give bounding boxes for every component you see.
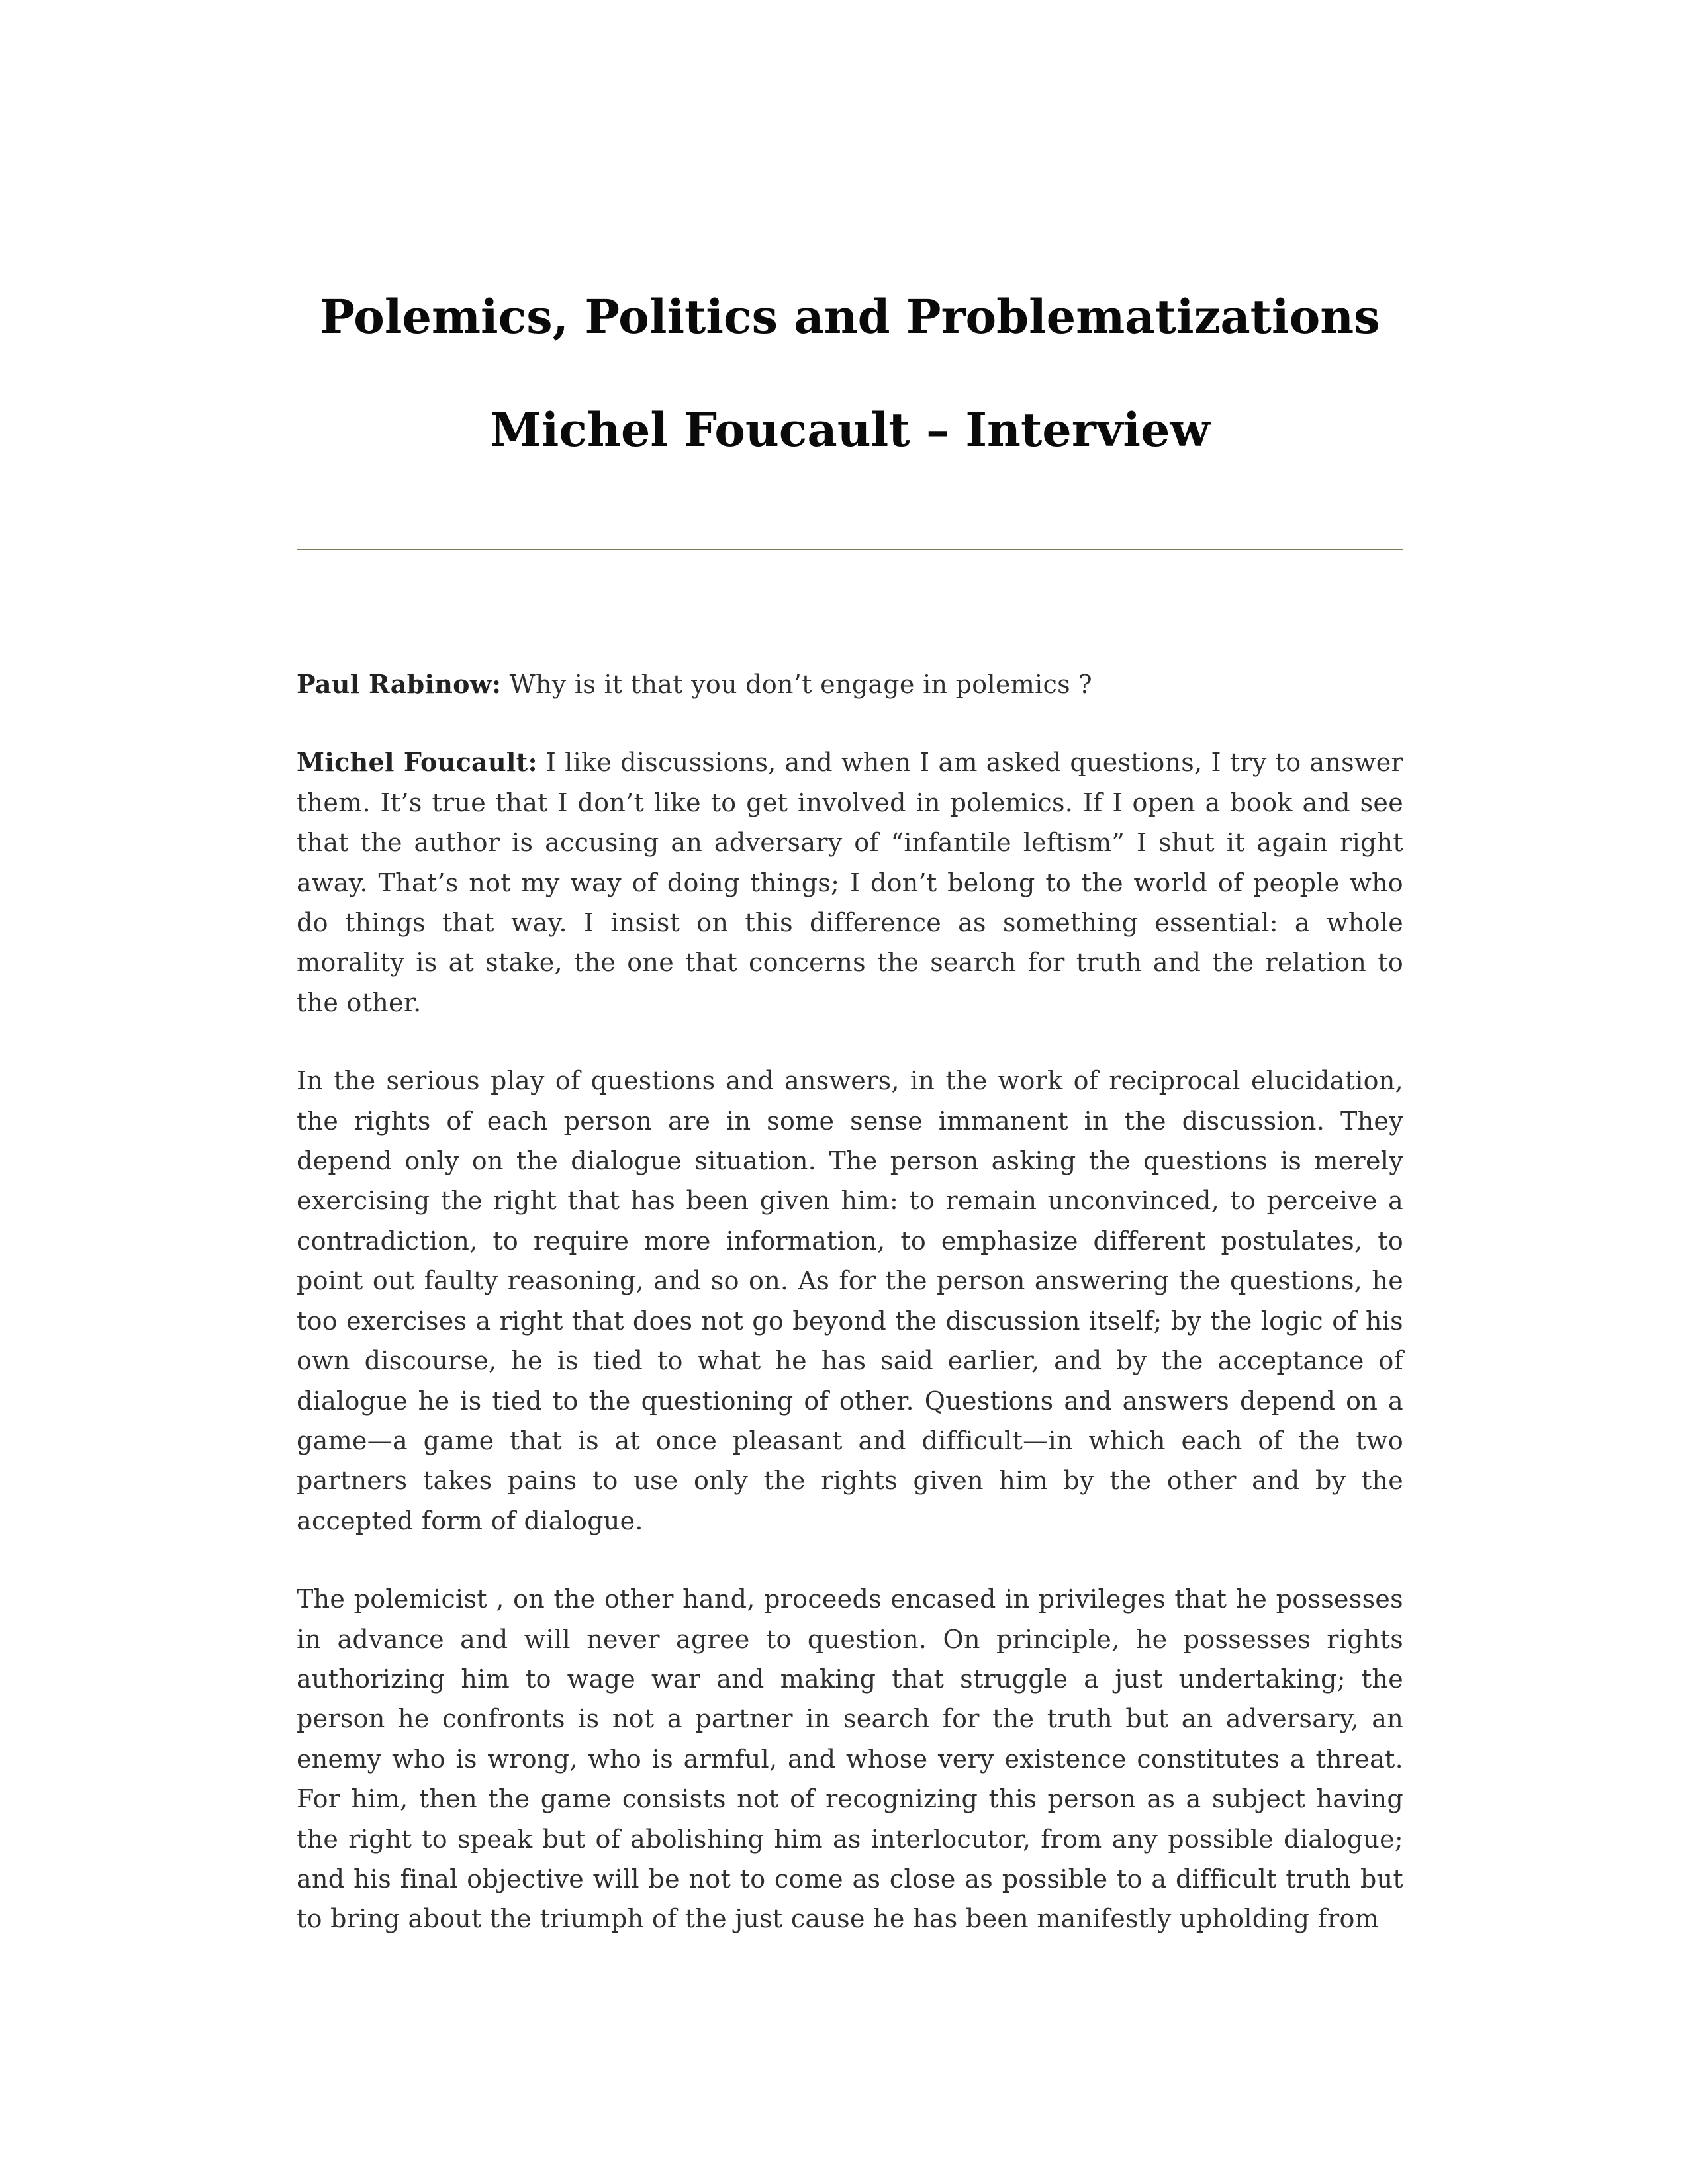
paragraph-text: I like discussions, and when I am asked questions, I try to answer them. It’s true that I don’t like to get involved in polemics. If I open a book and see that the author is accusing an adversary of “infantile leftism” I shut it again right away. That’s not my way of doing things; I don’t belong to the world of people who do things that way. I insist on this difference as something essential: a whole morality is at stake, the one that concerns the search for truth and the relation to the other. <box>297 748 1403 1017</box>
title-block <box>297 281 1403 466</box>
dialogue-paragraph <box>297 664 1403 704</box>
paragraph-text: Why is it that you don’t engage in polemics ? <box>509 670 1092 699</box>
document-title: Polemics, Politics and Problematizations <box>320 289 1380 344</box>
paragraph-text: In the serious play of questions and answers, in the work of reciprocal elucidation, the rights of each person are in some sense immanent in the discussion. They depend only on the dialogue situation. The person asking the questions is merely exercising the right that has been given him: to remain unconvinced, to perceive a contradiction, to require more information, to emphasize different postulates, to point out faulty reasoning, and so on. As for the person answering the questions, he too exercises a right that does not go beyond the discussion itself; by the logic of his own discourse, he is tied to what he has said earlier, and by the acceptance of dialogue he is tied to the questioning of other. Questions and answers depend on a game—a game that is at once pleasant and difficult—in which each of the two partners takes pains to use only the rights given him by the other and by the accepted form of dialogue. <box>297 1066 1403 1535</box>
dialogue-paragraph <box>297 1061 1403 1541</box>
title-divider <box>297 549 1403 550</box>
dialogue-paragraph <box>297 743 1403 1023</box>
interview-body <box>297 664 1403 1978</box>
paragraph-text: The polemicist , on the other hand, proceeds encased in privileges that he possesses in advance and will never agree to question. On principle, he possesses rights authorizing him to wage war and making that struggle a just undertaking; the person he confronts is not a partner in search for the truth but an adversary, an enemy who is wrong, who is armful, and whose very existence constitutes a threat. For him, then the game consists not of recognizing this person as a subject having the right to speak but of abolishing him as interlocutor, from any possible dialogue; and his final objective will be not to come as close as possible to a difficult truth but to bring about the triumph of the just cause he has been manifestly upholding from <box>297 1584 1403 1934</box>
speaker-label: Michel Foucault: <box>297 747 538 778</box>
document-subtitle: Michel Foucault – Interview <box>490 402 1210 457</box>
speaker-label: Paul Rabinow: <box>297 669 502 699</box>
dialogue-paragraph <box>297 1579 1403 1939</box>
